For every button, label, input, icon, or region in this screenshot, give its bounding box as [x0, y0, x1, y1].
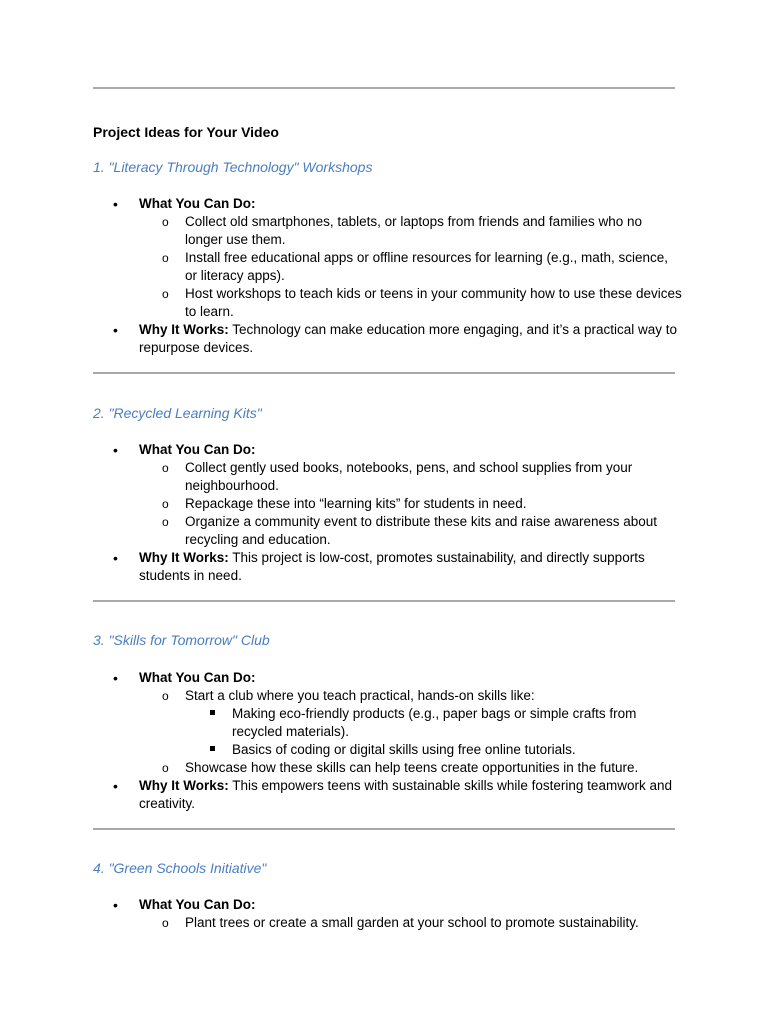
page-heading: Project Ideas for Your Video	[93, 124, 279, 140]
list-item: o Collect old smartphones, tablets, or laptops from friends and families who no longer use them.	[162, 214, 642, 247]
list-item: • Why It Works: This project is low-cost, promotes sustainability, and directly supports students in need.	[113, 550, 645, 583]
list-item: o Organize a community event to distribute these kits and raise awareness about recycling and education.	[162, 514, 657, 547]
bullet-icon: o	[162, 287, 169, 301]
divider	[93, 87, 675, 89]
list-item: Basics of coding or digital skills using free online tutorials.	[93, 741, 683, 759]
list-item: o Plant trees or create a small garden at your school to promote sustainability.	[162, 915, 639, 930]
list-item: • Why It Works: This empowers teens with sustainable skills while fostering teamwork and creativity.	[113, 778, 672, 811]
section-2-title: 2. "Recycled Learning Kits"	[93, 405, 262, 421]
bullet-icon: •	[113, 670, 118, 686]
list-item: o Install free educational apps or offline resources for learning (e.g., math, science, or literacy apps).	[162, 250, 669, 283]
list-item: • What You Can Do:	[113, 670, 256, 686]
divider	[93, 372, 675, 374]
list-item: o Repackage these into “learning kits” for students in need.	[162, 496, 527, 511]
bullet-icon: o	[162, 497, 169, 511]
bullet-icon: •	[113, 322, 118, 338]
list-item: o Collect gently used books, notebooks, pens, and school supplies from your neighbourhood.	[162, 460, 633, 493]
section-1-title: 1. "Literacy Through Technology" Workshops	[93, 159, 373, 175]
list-item: • What You Can Do:	[113, 196, 256, 212]
section-1-list	[93, 195, 683, 357]
bullet-icon: •	[113, 778, 118, 794]
divider	[93, 828, 675, 830]
square-bullet-icon	[210, 710, 215, 715]
bullet-icon: o	[162, 461, 169, 475]
bullet-icon: o	[162, 251, 169, 265]
list-item: • Why It Works: Technology can make education more engaging, and it’s a practical way to repurpose devices.	[113, 322, 678, 355]
section-2-list	[93, 441, 683, 585]
list-item: o Start a club where you teach practical, hands-on skills like:	[162, 688, 535, 703]
square-bullet-icon	[210, 746, 215, 751]
list-item: o Host workshops to teach kids or teens in your community how to use these devices to learn.	[162, 286, 682, 319]
bullet-icon: o	[162, 515, 169, 529]
bullet-icon: o	[162, 215, 169, 229]
section-3-list	[93, 669, 683, 813]
section-3-title: 3. "Skills for Tomorrow" Club	[93, 632, 270, 648]
bullet-icon: o	[162, 916, 169, 930]
list-item: Making eco-friendly products (e.g., paper bags or simple crafts from recycled materials).	[93, 705, 683, 741]
bullet-icon: o	[162, 689, 169, 703]
list-item: • What You Can Do:	[113, 442, 256, 458]
bullet-icon: o	[162, 761, 169, 775]
bullet-icon: •	[113, 196, 118, 212]
divider	[93, 600, 675, 602]
bullet-icon: •	[113, 442, 118, 458]
list-item: • What You Can Do:	[113, 897, 256, 913]
bullet-icon: •	[113, 897, 118, 913]
list-item: o Showcase how these skills can help teens create opportunities in the future.	[162, 760, 639, 775]
bullet-icon: •	[113, 550, 118, 566]
section-4-title: 4. "Green Schools Initiative"	[93, 860, 267, 876]
section-4-list	[93, 896, 683, 932]
